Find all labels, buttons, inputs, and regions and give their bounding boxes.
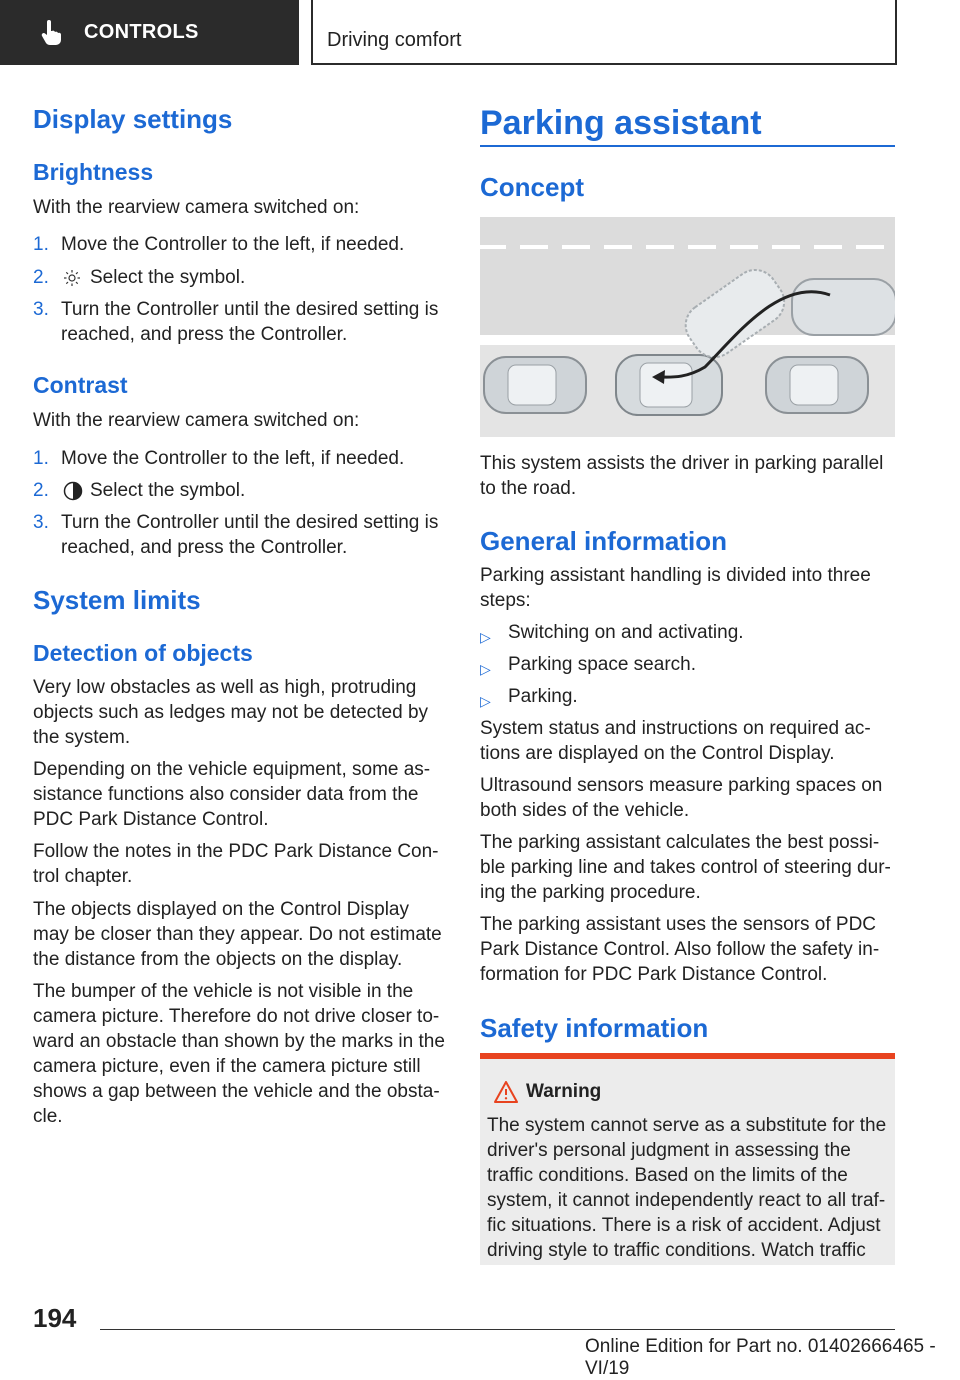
list-item (33, 297, 445, 347)
text-line: System status and instructions on required ac- (480, 718, 871, 739)
page-number: 194 (33, 1303, 77, 1333)
detection-paragraph-1 (33, 675, 428, 750)
detection-paragraph-4 (33, 897, 442, 972)
brightness-icon (63, 269, 81, 287)
text-line: cle. (33, 1106, 63, 1127)
general-paragraph-4 (480, 912, 879, 987)
step-number: 1. (33, 234, 49, 255)
chapter-title: CONTROLS (84, 21, 199, 43)
step-text-line2: reached, and press the Controller. (61, 537, 348, 558)
bullet-text: Switching on and activating. (508, 622, 744, 643)
list-item (33, 478, 445, 503)
step-text-line2: reached, and press the Controller. (61, 324, 348, 345)
list-item (33, 446, 445, 471)
text-line: The parking assistant uses the sensors of PDC (480, 914, 877, 935)
heading-contrast: Contrast (33, 372, 128, 398)
list-item (480, 620, 895, 645)
text-line: Follow the notes in the PDC Park Distance Con- (33, 841, 439, 862)
text-line: The system cannot serve as a substitute for the (487, 1115, 887, 1136)
text-line: fic situations. There is a risk of accident. Adjust (487, 1215, 881, 1236)
text-line: the distance from the objects on the display. (33, 949, 403, 970)
approach-car (792, 279, 895, 335)
heading-brightness: Brightness (33, 159, 154, 185)
contrast-intro: With the rearview camera switched on: (33, 410, 360, 431)
warning-box (480, 1053, 895, 1265)
heading-display-settings: Display settings (33, 104, 233, 134)
text-line: PDC Park Distance Control. (33, 809, 269, 830)
list-item (33, 265, 445, 290)
text-line: formation for PDC Park Distance Control. (480, 964, 828, 985)
text-line: steps: (480, 590, 531, 611)
step-number: 1. (33, 448, 49, 469)
triangle-bullet-icon: ▷ (480, 661, 491, 677)
text-line: camera picture, even if the camera picture still (33, 1056, 421, 1077)
text-line: The parking assistant calculates the best possi- (480, 832, 880, 853)
heading-system-limits: System limits (33, 585, 201, 615)
text-line: driving style to traffic conditions. Watch traffic (487, 1240, 866, 1261)
pointing-hand-icon (38, 19, 66, 47)
section-title: Driving comfort (327, 29, 462, 51)
text-line: The bumper of the vehicle is not visible in the (33, 981, 414, 1002)
bullet-text: Parking. (508, 686, 578, 707)
triangle-bullet-icon: ▷ (480, 629, 491, 645)
list-item (33, 510, 445, 560)
heading-detection-of-objects: Detection of objects (33, 640, 253, 666)
general-paragraph-2 (480, 773, 882, 823)
text-line: may be closer than they appear. Do not estimate (33, 924, 442, 945)
text-line: the system. (33, 727, 131, 748)
text-line: Parking assistant handling is divided into three (480, 565, 871, 586)
parking-diagram (480, 217, 895, 437)
general-intro (480, 563, 871, 613)
step-text: Select the symbol. (90, 267, 246, 288)
detection-paragraph-2 (33, 757, 430, 832)
text-line: tions are displayed on the Control Display. (480, 743, 835, 764)
concept-paragraph (480, 451, 883, 501)
text-line: objects such as ledges may not be detected by (33, 702, 429, 723)
step-number: 3. (33, 299, 49, 320)
general-paragraph-1 (480, 716, 871, 766)
text-line: both sides of the vehicle. (480, 800, 690, 821)
text-line: traffic conditions. Based on the limits of the (487, 1165, 848, 1186)
text-line: This system assists the driver in parking parallel (480, 453, 884, 474)
text-line: sistance functions also consider data from the (33, 784, 419, 805)
text-line: Very low obstacles as well as high, protruding (33, 677, 417, 698)
text-line: camera picture. Therefore do not drive closer to- (33, 1006, 440, 1027)
step-text-line1: Turn the Controller until the desired setting is (61, 512, 439, 533)
text-line: shows a gap between the vehicle and the obsta- (33, 1081, 440, 1102)
chapter-tab (0, 0, 299, 65)
general-paragraph-3 (480, 830, 891, 905)
step-text-line1: Turn the Controller until the desired setting is (61, 299, 439, 320)
text-line: Depending on the vehicle equipment, some as- (33, 759, 431, 780)
detection-paragraph-5 (33, 979, 445, 1129)
step-number: 2. (33, 267, 49, 288)
heading-underline (480, 145, 895, 147)
list-item (480, 684, 895, 709)
step-number: 3. (33, 512, 49, 533)
text-line: ble parking line and takes control of steering dur- (480, 857, 891, 878)
edition-text: Online Edition for Part no. 01402666465 - VI/19 (585, 1336, 936, 1379)
section-header (311, 0, 897, 65)
text-line: driver's personal judgment in assessing the (487, 1140, 851, 1161)
list-item (33, 232, 445, 257)
heading-concept: Concept (480, 172, 584, 202)
parked-car-right (766, 357, 868, 413)
text-line: trol chapter. (33, 866, 133, 887)
text-line: The objects displayed on the Control Display (33, 899, 409, 920)
warning-title: Warning (526, 1081, 602, 1102)
text-line: system, it cannot independently react to all traf- (487, 1190, 886, 1211)
step-text: Move the Controller to the left, if needed. (61, 448, 405, 469)
parallel-parking-illustration (480, 217, 895, 437)
triangle-bullet-icon: ▷ (480, 693, 491, 709)
bullet-text: Parking space search. (508, 654, 696, 675)
step-text: Move the Controller to the left, if needed. (61, 234, 405, 255)
warning-triangle-icon (494, 1081, 518, 1103)
text-line: ward an obstacle than shown by the marks in the (33, 1031, 445, 1052)
brightness-intro: With the rearview camera switched on: (33, 197, 360, 218)
text-line: Ultrasound sensors measure parking spaces on (480, 775, 883, 796)
step-number: 2. (33, 480, 49, 501)
warning-text (487, 1113, 886, 1263)
heading-general-information: General information (480, 526, 728, 556)
heading-safety-information: Safety information (480, 1013, 709, 1043)
text-line: Park Distance Control. Also follow the safety in- (480, 939, 880, 960)
text-line: ing the parking procedure. (480, 882, 701, 903)
step-text: Select the symbol. (90, 480, 246, 501)
contrast-icon (63, 481, 83, 501)
list-item (480, 652, 895, 677)
parked-car-left (484, 357, 586, 413)
heading-parking-assistant: Parking assistant (480, 104, 762, 142)
warning-bar (480, 1053, 895, 1059)
footer-divider (100, 1329, 895, 1330)
text-line: to the road. (480, 478, 577, 499)
detection-paragraph-3 (33, 839, 439, 889)
